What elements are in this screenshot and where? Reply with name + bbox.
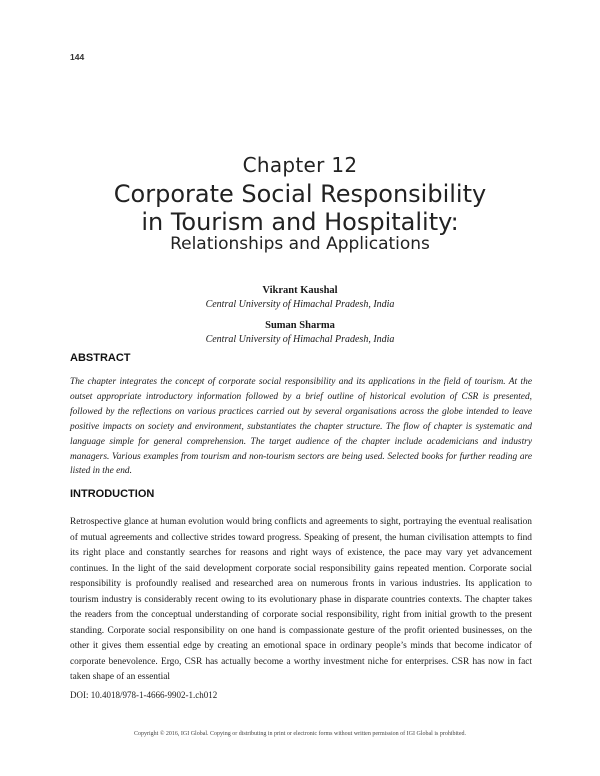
chapter-subtitle: Relationships and Applications [170,234,430,254]
introduction-body: Retrospective glance at human evolution would bring conflicts and agreements to sight, portraying the eventual realisation of mutual agreements and collective strides toward progress. Speaking of present, the human civilisation attempts to find its right place and constantly searches for reasons and right ways of existence, the pace may vary yet advancement continues. In the light of the said development corporate social responsibility gains repeated mention. Corporate social responsibility is profoundly realised and researched area on numerous fronts in various industries. Its application to tourism industry is considerably recent owing to its evolutionary phase in disparate countries contexts. The chapter takes the readers from the conceptual understanding of corporate social responsibility, right from initial growth to the present standing. Corporate social responsibility on one hand is compassionate gesture of the profit oriented businesses, on the other it gives them essential edge by creating an emotional space in ordinary people’s minds that become indicator of corporate benevolence. Ergo, CSR has actually become a worthy investment niche for enterprises. CSR has now in fact taken shape of an essential [70,517,532,683]
abstract-heading: ABSTRACT [70,352,131,364]
chapter-title [0,180,600,236]
copyright-notice: Copyright © 2016, IGI Global. Copying or distributing in print or electronic forms without written permission of IGI Global is prohibited. [133,731,466,737]
doi: DOI: 10.4018/978-1-4666-9902-1.ch012 [70,690,218,700]
chapter-title-line-2: in Tourism and Hospitality: [141,208,459,236]
author-name: Vikrant Kaushal [262,285,338,296]
page-number: 144 [70,52,85,62]
author-affiliation: Central University of Himachal Pradesh, India [205,334,395,345]
chapter-label: Chapter 12 [242,153,358,177]
author-affiliation: Central University of Himachal Pradesh, India [205,299,395,310]
introduction-heading: INTRODUCTION [70,488,155,500]
abstract-body: The chapter integrates the concept of corporate social responsibility and its applications in the field of tourism. At the outset appropriate introductory information followed by a brief outline of historical evolution of CSR is presented, followed by the reflections on various practices carried out by several organisations across the globe intended to leave positive impacts on society and environment, substantiates the chapter structure. The flow of chapter is systematic and language simple for general comprehension. The target audience of the chapter include academicians and industry managers. Various examples from tourism and non-tourism sectors are being used. Selected books for further reading are listed in the end. [70,377,532,477]
chapter-title-line-1: Corporate Social Responsibility [113,180,487,208]
author-name: Suman Sharma [265,320,335,331]
